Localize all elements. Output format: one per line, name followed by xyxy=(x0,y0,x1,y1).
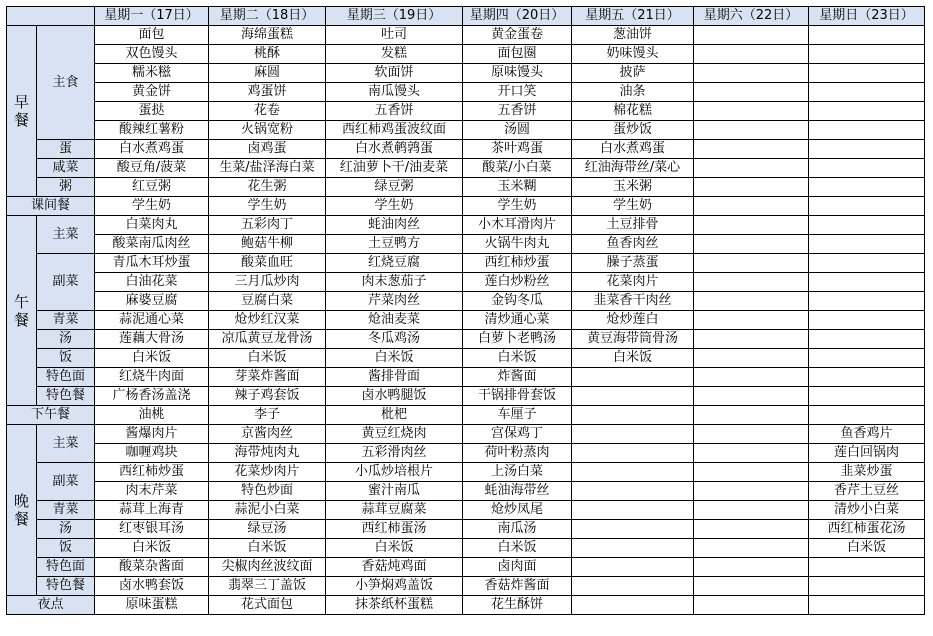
dish-cell: 绿豆粥 xyxy=(326,178,463,197)
dish-cell xyxy=(809,596,925,615)
day-header: 星期日（23日） xyxy=(809,7,925,26)
dish-cell xyxy=(694,387,809,406)
category-label: 特色面 xyxy=(37,368,95,387)
category-label: 特色餐 xyxy=(37,577,95,596)
dish-cell: 红油海带丝/菜心 xyxy=(572,159,694,178)
dish-cell xyxy=(694,273,809,292)
dish-cell: 小笋焖鸡盖饭 xyxy=(326,577,463,596)
dish-cell xyxy=(809,197,925,216)
dish-cell: 卤水鸭腿饭 xyxy=(326,387,463,406)
dish-cell: 酸菜/小白菜 xyxy=(463,159,572,178)
meal-label-char: 早 xyxy=(13,93,29,111)
dish-cell: 卤肉面 xyxy=(463,558,572,577)
dish-cell: 炸酱面 xyxy=(463,368,572,387)
dish-cell xyxy=(694,121,809,140)
dish-cell xyxy=(572,463,694,482)
dish-cell xyxy=(572,539,694,558)
dish-cell: 黄豆海带筒骨汤 xyxy=(572,330,694,349)
dish-cell xyxy=(809,406,925,425)
dish-cell: 花生酥饼 xyxy=(463,596,572,615)
dish-cell: 白米饭 xyxy=(463,539,572,558)
dish-cell: 酱爆肉片 xyxy=(95,425,209,444)
dish-cell: 咖喱鸡块 xyxy=(95,444,209,463)
afternoon-row xyxy=(7,406,925,425)
dish-cell xyxy=(809,235,925,254)
dish-cell: 豆腐白菜 xyxy=(209,292,326,311)
dish-cell: 南瓜汤 xyxy=(463,520,572,539)
category-label: 特色面 xyxy=(37,558,95,577)
dish-cell: 三月瓜炒肉 xyxy=(209,273,326,292)
dish-cell: 双色馒头 xyxy=(95,45,209,64)
dish-cell: 青瓜木耳炒蛋 xyxy=(95,254,209,273)
dish-cell: 白萝卜老鸭汤 xyxy=(463,330,572,349)
dish-cell: 南瓜馒头 xyxy=(326,83,463,102)
dish-cell: 玉米粥 xyxy=(572,178,694,197)
dish-cell: 蛋炒饭 xyxy=(572,121,694,140)
dish-cell: 白米饭 xyxy=(326,539,463,558)
dish-cell: 花式面包 xyxy=(209,596,326,615)
dish-cell: 辣子鸡套饭 xyxy=(209,387,326,406)
dish-cell xyxy=(809,387,925,406)
dish-cell: 肉末芹菜 xyxy=(95,482,209,501)
day-header: 星期五（21日） xyxy=(572,7,694,26)
meal-label-char: 晚 xyxy=(13,492,29,510)
dish-cell: 尖椒肉丝波纹面 xyxy=(209,558,326,577)
dish-cell: 抹茶纸杯蛋糕 xyxy=(326,596,463,615)
dish-cell xyxy=(694,425,809,444)
dish-cell: 麻圆 xyxy=(209,64,326,83)
dish-cell: 红枣银耳汤 xyxy=(95,520,209,539)
lunch-row xyxy=(7,292,925,311)
dish-cell: 枇杷 xyxy=(326,406,463,425)
category-label: 特色餐 xyxy=(37,387,95,406)
dish-cell: 清炒小白菜 xyxy=(809,501,925,520)
dish-cell: 白菜肉丸 xyxy=(95,216,209,235)
dish-cell xyxy=(694,83,809,102)
dish-cell xyxy=(694,406,809,425)
dish-cell: 荷叶粉蒸肉 xyxy=(463,444,572,463)
dish-cell xyxy=(694,102,809,121)
category-label: 汤 xyxy=(37,520,95,539)
day-header: 星期三（19日） xyxy=(326,7,463,26)
dish-cell xyxy=(809,178,925,197)
category-label: 副菜 xyxy=(37,254,95,311)
dish-cell: 宫保鸡丁 xyxy=(463,425,572,444)
category-label: 青菜 xyxy=(37,311,95,330)
dish-cell: 韭菜香干肉丝 xyxy=(572,292,694,311)
menu-table xyxy=(6,6,925,615)
dish-cell: 发糕 xyxy=(326,45,463,64)
dish-cell: 香菇炸酱面 xyxy=(463,577,572,596)
dish-cell xyxy=(572,596,694,615)
dinner-row xyxy=(7,520,925,539)
dish-cell: 红烧牛肉面 xyxy=(95,368,209,387)
dish-cell xyxy=(572,558,694,577)
dish-cell: 京酱肉丝 xyxy=(209,425,326,444)
dish-cell: 臊子蒸蛋 xyxy=(572,254,694,273)
dish-cell: 凉瓜黄豆龙骨汤 xyxy=(209,330,326,349)
dish-cell: 奶味馒头 xyxy=(572,45,694,64)
breakfast-row xyxy=(7,159,925,178)
dish-cell: 黄金饼 xyxy=(95,83,209,102)
dish-cell xyxy=(694,178,809,197)
dish-cell: 金钩冬瓜 xyxy=(463,292,572,311)
dish-cell: 干锅排骨套饭 xyxy=(463,387,572,406)
dish-cell: 海带炖肉丸 xyxy=(209,444,326,463)
dish-cell: 油条 xyxy=(572,83,694,102)
dish-cell: 吐司 xyxy=(326,26,463,45)
dish-cell xyxy=(694,444,809,463)
dish-cell: 白米饭 xyxy=(95,539,209,558)
dish-cell: 香芹土豆丝 xyxy=(809,482,925,501)
dish-cell: 白水煮鹌鹑蛋 xyxy=(326,140,463,159)
category-label: 饭 xyxy=(37,349,95,368)
dish-cell: 五香饼 xyxy=(463,102,572,121)
breakfast-row xyxy=(7,102,925,121)
dish-cell: 学生奶 xyxy=(326,197,463,216)
dish-cell: 红油萝卜干/油麦菜 xyxy=(326,159,463,178)
dish-cell: 糯米糍 xyxy=(95,64,209,83)
dish-cell: 五香饼 xyxy=(326,102,463,121)
meal-label: 课间餐 xyxy=(7,197,95,216)
dish-cell xyxy=(694,482,809,501)
dish-cell: 鸡蛋饼 xyxy=(209,83,326,102)
dish-cell xyxy=(809,368,925,387)
dish-cell: 原味馒头 xyxy=(463,64,572,83)
dish-cell xyxy=(809,159,925,178)
dish-cell xyxy=(694,520,809,539)
dish-cell: 白米饭 xyxy=(809,539,925,558)
dish-cell: 白米饭 xyxy=(209,539,326,558)
dish-cell: 特色炒面 xyxy=(209,482,326,501)
dish-cell: 火锅宽粉 xyxy=(209,121,326,140)
dish-cell: 李子 xyxy=(209,406,326,425)
header-row xyxy=(7,7,925,26)
dish-cell: 香菇炖鸡面 xyxy=(326,558,463,577)
meal-label xyxy=(7,26,37,197)
dish-cell: 白米饭 xyxy=(463,349,572,368)
dish-cell xyxy=(809,330,925,349)
breakfast-row xyxy=(7,45,925,64)
dish-cell: 土豆排骨 xyxy=(572,216,694,235)
dish-cell xyxy=(694,349,809,368)
breakfast-row xyxy=(7,26,925,45)
dish-cell xyxy=(694,596,809,615)
dish-cell xyxy=(694,292,809,311)
weekly-menu xyxy=(6,6,925,615)
lunch-row xyxy=(7,330,925,349)
lunch-row xyxy=(7,216,925,235)
dish-cell: 汤圆 xyxy=(463,121,572,140)
dish-cell xyxy=(572,577,694,596)
dish-cell: 蚝油海带丝 xyxy=(463,482,572,501)
dish-cell: 学生奶 xyxy=(463,197,572,216)
dish-cell xyxy=(694,577,809,596)
dish-cell: 蜜汁南瓜 xyxy=(326,482,463,501)
dish-cell: 酸菜南瓜肉丝 xyxy=(95,235,209,254)
dinner-row xyxy=(7,539,925,558)
dish-cell: 玉米糊 xyxy=(463,178,572,197)
dish-cell xyxy=(694,140,809,159)
dish-cell xyxy=(572,444,694,463)
dish-cell: 黄豆红烧肉 xyxy=(326,425,463,444)
category-label: 主菜 xyxy=(37,425,95,463)
dish-cell: 花菜肉片 xyxy=(572,273,694,292)
dish-cell: 酸辣红薯粉 xyxy=(95,121,209,140)
category-label: 副菜 xyxy=(37,463,95,501)
dish-cell: 西红柿蛋花汤 xyxy=(809,520,925,539)
dinner-row xyxy=(7,463,925,482)
dish-cell: 面包圈 xyxy=(463,45,572,64)
dish-cell xyxy=(572,425,694,444)
breakfast-row xyxy=(7,140,925,159)
dish-cell xyxy=(809,140,925,159)
dish-cell xyxy=(809,26,925,45)
dish-cell: 酸菜血旺 xyxy=(209,254,326,273)
lunch-row xyxy=(7,273,925,292)
dish-cell: 芽菜炸酱面 xyxy=(209,368,326,387)
dish-cell: 学生奶 xyxy=(209,197,326,216)
dish-cell: 白油花菜 xyxy=(95,273,209,292)
dish-cell: 葱油饼 xyxy=(572,26,694,45)
dish-cell: 西红柿炒蛋 xyxy=(463,254,572,273)
meal-label: 下午餐 xyxy=(7,406,95,425)
meal-label: 夜点 xyxy=(7,596,95,615)
dish-cell xyxy=(694,558,809,577)
dish-cell: 广杨香汤盖浇 xyxy=(95,387,209,406)
breakfast-row xyxy=(7,121,925,140)
meal-label-char: 餐 xyxy=(13,111,29,129)
dish-cell: 炝炒红汉菜 xyxy=(209,311,326,330)
dish-cell: 西红柿鸡蛋波纹面 xyxy=(326,121,463,140)
dish-cell: 茶叶鸡蛋 xyxy=(463,140,572,159)
dish-cell: 鱼香鸡片 xyxy=(809,425,925,444)
dish-cell xyxy=(694,159,809,178)
dish-cell xyxy=(809,349,925,368)
dish-cell xyxy=(694,64,809,83)
dish-cell: 白米饭 xyxy=(572,349,694,368)
dish-cell: 炝炒凤尾 xyxy=(463,501,572,520)
breakfast-row xyxy=(7,64,925,83)
dish-cell xyxy=(694,26,809,45)
dish-cell xyxy=(809,311,925,330)
dish-cell: 蒜茸上海青 xyxy=(95,501,209,520)
dish-cell: 红烧豆腐 xyxy=(326,254,463,273)
lunch-row xyxy=(7,349,925,368)
dinner-row xyxy=(7,577,925,596)
lunch-row xyxy=(7,311,925,330)
day-header: 星期四（20日） xyxy=(463,7,572,26)
dish-cell: 花卷 xyxy=(209,102,326,121)
dish-cell xyxy=(694,539,809,558)
meal-label-char: 餐 xyxy=(13,310,29,329)
dish-cell: 软面饼 xyxy=(326,64,463,83)
lunch-row xyxy=(7,387,925,406)
dish-cell xyxy=(809,102,925,121)
lunch-row xyxy=(7,254,925,273)
category-label: 主食 xyxy=(37,26,95,140)
dish-cell: 花菜炒肉片 xyxy=(209,463,326,482)
dish-cell: 黄金蛋卷 xyxy=(463,26,572,45)
dish-cell: 冬瓜鸡汤 xyxy=(326,330,463,349)
dish-cell xyxy=(572,406,694,425)
meal-label-char: 午 xyxy=(13,292,29,311)
dish-cell: 棉花糕 xyxy=(572,102,694,121)
dish-cell: 蛋挞 xyxy=(95,102,209,121)
dish-cell: 小木耳滑肉片 xyxy=(463,216,572,235)
dish-cell xyxy=(572,520,694,539)
dish-cell: 小瓜炒培根片 xyxy=(326,463,463,482)
dish-cell: 麻婆豆腐 xyxy=(95,292,209,311)
dish-cell xyxy=(694,311,809,330)
dish-cell: 莲藕大骨汤 xyxy=(95,330,209,349)
night-row xyxy=(7,596,925,615)
meal-label xyxy=(7,216,37,406)
dish-cell: 蒜茸豆腐菜 xyxy=(326,501,463,520)
dish-cell: 西红柿蛋汤 xyxy=(326,520,463,539)
dish-cell: 花生粥 xyxy=(209,178,326,197)
dish-cell: 莲白炒粉丝 xyxy=(463,273,572,292)
dish-cell: 酸豆角/菠菜 xyxy=(95,159,209,178)
dish-cell xyxy=(572,501,694,520)
dish-cell: 土豆鸭方 xyxy=(326,235,463,254)
dish-cell xyxy=(809,577,925,596)
dish-cell: 五彩滑肉丝 xyxy=(326,444,463,463)
dish-cell: 海绵蛋糕 xyxy=(209,26,326,45)
dish-cell: 白米饭 xyxy=(326,349,463,368)
dish-cell xyxy=(809,273,925,292)
dish-cell: 面包 xyxy=(95,26,209,45)
dish-cell: 红豆粥 xyxy=(95,178,209,197)
dish-cell: 炝炒莲白 xyxy=(572,311,694,330)
dish-cell: 莲白回锅肉 xyxy=(809,444,925,463)
dish-cell xyxy=(572,482,694,501)
recess-row xyxy=(7,197,925,216)
dish-cell: 鱼香肉丝 xyxy=(572,235,694,254)
dish-cell: 生菜/盐泽海白菜 xyxy=(209,159,326,178)
dish-cell xyxy=(694,235,809,254)
category-label: 主菜 xyxy=(37,216,95,254)
dish-cell: 西红柿炒蛋 xyxy=(95,463,209,482)
dish-cell: 清炒通心菜 xyxy=(463,311,572,330)
dish-cell: 上汤白菜 xyxy=(463,463,572,482)
dinner-row xyxy=(7,425,925,444)
dish-cell: 蒜泥小白菜 xyxy=(209,501,326,520)
dish-cell: 绿豆汤 xyxy=(209,520,326,539)
category-label: 蛋 xyxy=(37,140,95,159)
corner-cell xyxy=(7,7,95,26)
dish-cell: 鲍菇牛柳 xyxy=(209,235,326,254)
dish-cell: 芹菜肉丝 xyxy=(326,292,463,311)
dish-cell: 卤水鸭套饭 xyxy=(95,577,209,596)
day-header: 星期二（18日） xyxy=(209,7,326,26)
dish-cell xyxy=(809,292,925,311)
breakfast-row xyxy=(7,178,925,197)
dish-cell: 车厘子 xyxy=(463,406,572,425)
dish-cell xyxy=(809,83,925,102)
day-header: 星期六（22日） xyxy=(694,7,809,26)
category-label: 饭 xyxy=(37,539,95,558)
dish-cell: 披萨 xyxy=(572,64,694,83)
dish-cell: 肉末葱茄子 xyxy=(326,273,463,292)
dish-cell xyxy=(694,216,809,235)
meal-label xyxy=(7,425,37,596)
dish-cell: 白水煮鸡蛋 xyxy=(95,140,209,159)
dish-cell: 火锅牛肉丸 xyxy=(463,235,572,254)
dish-cell: 白米饭 xyxy=(209,349,326,368)
dish-cell: 酸菜杂酱面 xyxy=(95,558,209,577)
dish-cell xyxy=(809,254,925,273)
dish-cell: 酱排骨面 xyxy=(326,368,463,387)
category-label: 咸菜 xyxy=(37,159,95,178)
dish-cell: 蒜泥通心菜 xyxy=(95,311,209,330)
dish-cell xyxy=(572,368,694,387)
dish-cell: 五彩肉丁 xyxy=(209,216,326,235)
dinner-row xyxy=(7,444,925,463)
dish-cell: 白水煮鸡蛋 xyxy=(572,140,694,159)
dish-cell: 翡翠三丁盖饭 xyxy=(209,577,326,596)
dish-cell: 原味蛋糕 xyxy=(95,596,209,615)
dinner-row xyxy=(7,558,925,577)
breakfast-row xyxy=(7,83,925,102)
dish-cell xyxy=(809,121,925,140)
dish-cell xyxy=(694,501,809,520)
dish-cell: 韭菜炒蛋 xyxy=(809,463,925,482)
dish-cell xyxy=(809,45,925,64)
dish-cell: 桃酥 xyxy=(209,45,326,64)
meal-label-char: 餐 xyxy=(13,510,29,528)
dish-cell: 白米饭 xyxy=(95,349,209,368)
dish-cell: 开口笑 xyxy=(463,83,572,102)
dish-cell xyxy=(694,45,809,64)
dish-cell xyxy=(572,387,694,406)
dish-cell xyxy=(694,368,809,387)
category-label: 粥 xyxy=(37,178,95,197)
day-header: 星期一（17日） xyxy=(95,7,209,26)
dish-cell xyxy=(694,197,809,216)
dish-cell xyxy=(809,216,925,235)
dish-cell: 蚝油肉丝 xyxy=(326,216,463,235)
dish-cell xyxy=(694,330,809,349)
lunch-row xyxy=(7,368,925,387)
category-label: 青菜 xyxy=(37,501,95,520)
dish-cell xyxy=(809,558,925,577)
lunch-row xyxy=(7,235,925,254)
dish-cell: 炝油麦菜 xyxy=(326,311,463,330)
dish-cell: 学生奶 xyxy=(572,197,694,216)
dish-cell: 卤鸡蛋 xyxy=(209,140,326,159)
dish-cell xyxy=(809,64,925,83)
dish-cell xyxy=(694,463,809,482)
dish-cell: 学生奶 xyxy=(95,197,209,216)
category-label: 汤 xyxy=(37,330,95,349)
dish-cell xyxy=(694,254,809,273)
dish-cell: 油桃 xyxy=(95,406,209,425)
dinner-row xyxy=(7,501,925,520)
dinner-row xyxy=(7,482,925,501)
